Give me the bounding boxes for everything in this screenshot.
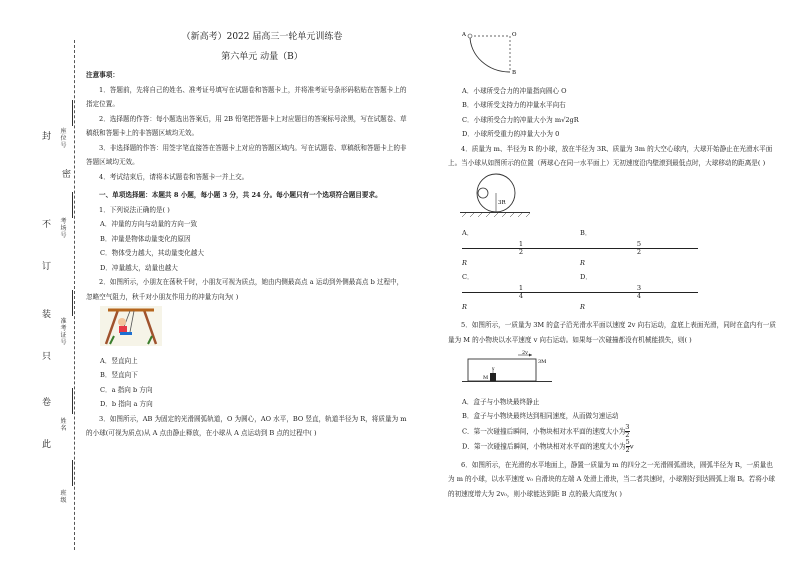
q4-option-d[interactable]: D． $\frac{3}{4}$ R [580,270,698,314]
q4-option-b[interactable]: B． $\frac{5}{2}$ R [580,226,698,270]
notice-heading: 注意事项： [86,71,119,79]
q3-stem: 3．如图所示，AB 为固定的光滑圆弧轨道，O 为圆心，AO 水平，BO 竖直，轨道半径为 R，将质量为 m 的小球(可视为质点)从 A 点由静止释放，在小球从 A 点运动到 B 点的过程中( ) [86,414,407,437]
field-line-exam-no[interactable] [72,290,73,316]
right-column [448,30,776,501]
field-label-seat-no: 座位号 [60,128,67,149]
q2-option-b[interactable]: B．竖直向下 [100,371,138,379]
field-label-class: 班级 [60,490,67,504]
label-v: v [492,367,495,372]
box-figure [462,349,776,393]
binding-char: 不 [42,220,52,230]
q3-option-c[interactable]: C．小球所受合力的冲量大小为 m√2gR [462,115,579,124]
q6-stem: 6．如图所示，在光滑的水平地面上，静置一质量为 m 的四分之一光滑圆弧滑块，圆弧半径为 R，一质量也为 m 的小球，以水平速度 v₀ 自滑块的左端 A 处滑上滑块，当二者共速时，小球刚好到达圆弧上端 B。若将小球的初速度增大为 2v₀，则小球能达到距 B 点的最大高度为( ) [448,460,776,498]
q1-option-a[interactable]: A．冲量的方向与动量的方向一致 [100,220,198,228]
q2-stem: 2．如图所示，小朋友在荡秋千时，小朋友可视为质点，她由内侧最高点 a 运动到外侧最高点 b 过程中，忽略空气阻力，秋千对小朋友作用力的冲量方向为( ) [86,278,404,301]
field-label-name: 姓名 [60,418,67,432]
q1-option-b[interactable]: B．冲量是物体动量变化的原因 [100,234,191,243]
binding-dashed-line [74,40,75,550]
field-label-room-no: 考场号 [60,218,67,239]
arc-track-figure [462,30,776,82]
q2-option-d[interactable]: D．b 指向 a 方向 [100,400,153,408]
q4-option-a[interactable]: A． $\frac{1}{2}$ R [462,226,580,270]
label-3r: 3R [498,199,506,206]
binding-char: 封 [42,132,52,142]
label-3m: 3M [538,359,547,365]
q5-option-b[interactable]: B．盒子与小物块最终达到相同速度，从而做匀速运动 [462,412,619,420]
q4-option-c[interactable]: C． $\frac{1}{4}$ R [462,270,580,314]
q5-option-d[interactable]: D．第一次碰撞后瞬间，小物块相对水平面的速度大小为 $\frac{5}{2}$ v [462,437,634,454]
binding-char: 密 [62,170,72,180]
label-b: B [512,70,517,76]
q3-option-a[interactable]: A．小球所受合力的冲量指向圆心 O [462,86,567,95]
field-line-name[interactable] [72,388,73,414]
label-a: A [462,32,466,38]
label-m: M [483,375,489,381]
paper-title: （新高考）2022 届高三一轮单元训练卷 [181,32,343,42]
q1-stem: 1．下列说法正确的是( ) [99,205,170,214]
q5-option-a[interactable]: A．盒子与小物块最终静止 [462,397,540,406]
q5-stem: 5．如图所示，一质量为 3M 的盒子沿光滑水平面以速度 2v 向右运动，盒底上表面光滑，同时在盒内有一质量为 M 的小物块以水平速度 v 向右运动。如果每一次碰撞都没有机械能损失，则( ) [448,321,776,344]
q1-option-d[interactable]: D．冲量越大，动量也越大 [100,263,178,272]
notice-item: 1．答题前，先将自己的姓名、准考证号填写在试题卷和答题卡上，并将准考证号条形码粘贴在答题卡上的指定位置。 [86,85,407,108]
notice-item: 3．非选择题的作答：用签字笔直接答在答题卡上对应的答题区域内。写在试题卷、草稿纸和答题卡上的非答题区域均无效。 [86,143,407,166]
swing-figure [100,306,408,352]
notice-item: 4．考试结束后，请将本试题卷和答题卡一并上交。 [99,172,249,181]
field-line-room-no[interactable] [72,192,73,218]
binding-char: 只 [42,352,52,362]
field-line-class[interactable] [72,460,73,486]
q2-option-a[interactable]: A．竖直向上 [100,356,138,365]
binding-char: 装 [42,310,52,320]
paper-subtitle: 第六单元 动量（B） [221,52,303,62]
q3-option-d[interactable]: D．小球所受重力的冲量大小为 0 [462,130,560,138]
field-line-seat-no[interactable] [72,100,73,126]
notice-item: 2．选择题的作答：每小题选出答案后，用 2B 铅笔把答题卡上对应题目的答案标号涂黑，写在试题卷、草稿纸和答题卡上的非答题区域均无效。 [86,114,407,137]
q3-option-b[interactable]: B．小球所受支持力的冲量水平向右 [462,101,566,109]
q5-option-c[interactable]: C．第一次碰撞后瞬间，小物块相对水平面的速度大小为 $\frac{3}{2}$ [462,422,630,439]
binding-char: 卷 [42,398,52,408]
label-2v: 2v [522,350,529,356]
q4-options-row-2 [462,270,776,314]
spheres-figure [458,173,776,225]
left-column [86,30,408,441]
binding-char: 此 [42,440,52,450]
q4-options-row-1 [462,226,776,270]
binding-strip [0,0,82,561]
binding-char: 订 [42,262,52,272]
q4-stem: 4．质量为 m、半径为 R 的小球，放在半径为 3R、质量为 3m 的大空心球内，大球开始静止在光滑水平面上。当小球从如图所示的位置（两球心在同一水平面上）无初速度沿内壁滚到最低点时，大球移动的距离是( ) [448,144,773,167]
q1-option-c[interactable]: C．物体受力越大，其动量变化越大 [100,249,204,257]
q2-option-c[interactable]: C．a 指向 b 方向 [100,385,153,394]
field-label-exam-no: 准考证号 [60,318,67,346]
label-o: O [512,32,517,38]
section-heading: 一、单项选择题：本题共 8 小题，每小题 3 分，共 24 分。每小题只有一个选项符合题目要求。 [99,191,382,199]
